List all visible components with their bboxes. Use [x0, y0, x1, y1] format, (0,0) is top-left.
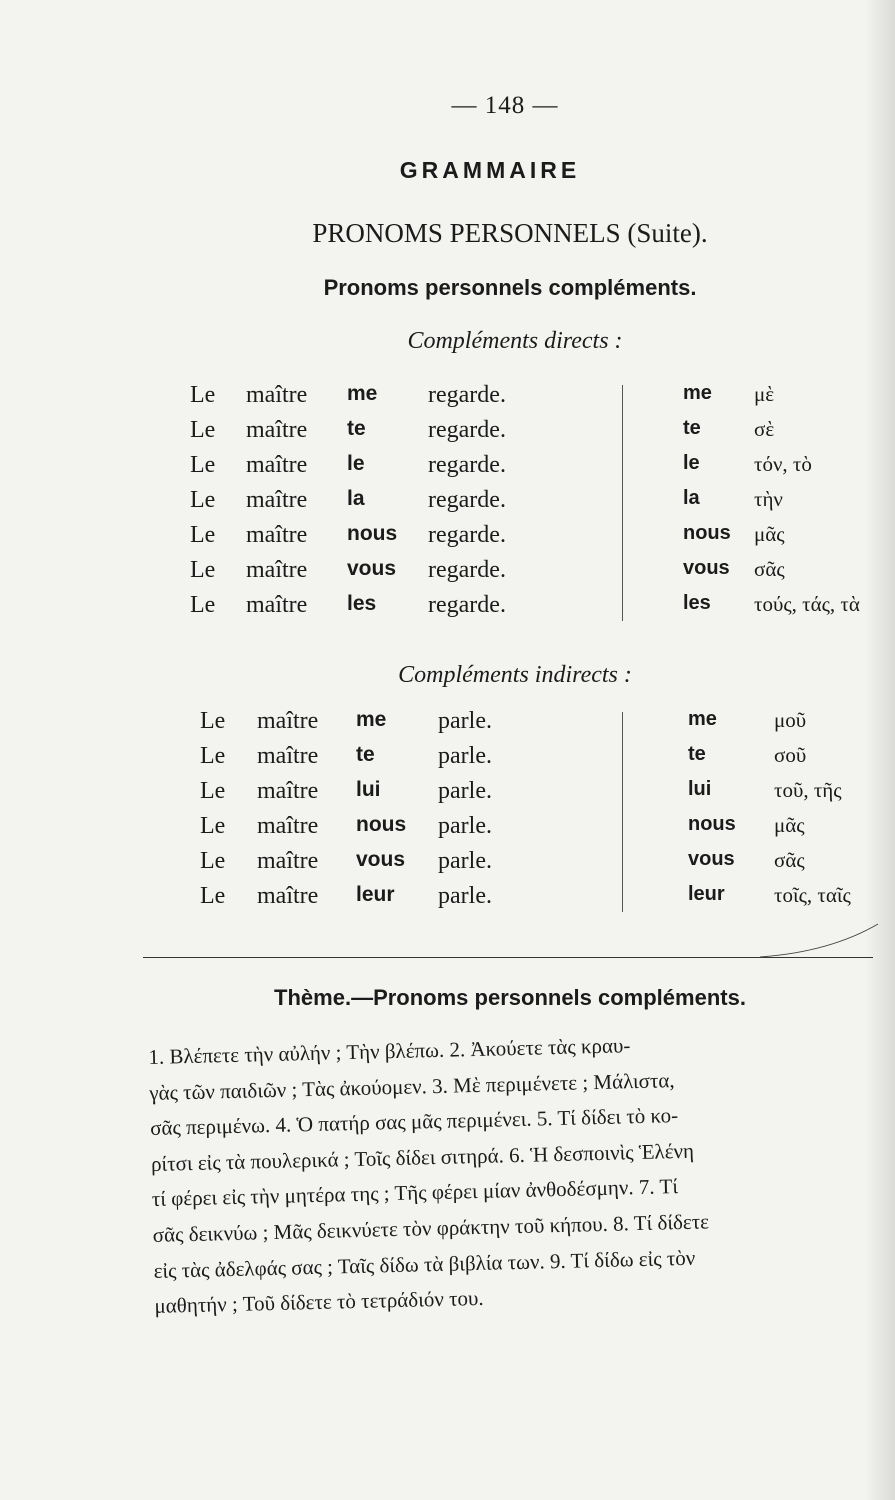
divider-curve [760, 920, 880, 960]
chapter-heading: GRAMMAIRE [399, 157, 581, 183]
pronoun: me [356, 708, 387, 731]
noun: maître [246, 522, 308, 548]
french-pronoun: vous [683, 557, 730, 579]
noun: maître [257, 708, 319, 734]
verb: regarde. [428, 522, 506, 548]
french-pronoun: nous [683, 522, 731, 544]
noun: maître [246, 452, 308, 478]
direct-complements-title: Compléments directs : [407, 328, 623, 354]
greek-pronoun: τοῦ, τῆς [774, 778, 842, 802]
french-pronoun: te [688, 743, 706, 765]
noun: maître [246, 382, 308, 408]
greek-pronoun: σὲ [754, 417, 775, 441]
verb: parle. [438, 848, 492, 874]
page-number: — 148 — [451, 92, 559, 119]
column-divider [622, 712, 623, 912]
french-pronoun: la [683, 487, 700, 509]
verb: regarde. [428, 592, 506, 618]
french-pronoun: les [683, 592, 711, 614]
verb: parle. [438, 883, 492, 909]
pronoun: te [356, 743, 375, 766]
french-pronoun: me [688, 708, 717, 730]
subject: Le [190, 452, 216, 478]
theme-paragraph [148, 1023, 855, 1325]
theme-line: μαθητήν ; Τοῦ δίδετε τὸ τετράδιόν του. [154, 1286, 484, 1319]
pronoun: nous [356, 813, 407, 836]
pronoun: lui [356, 778, 381, 801]
pronoun: leur [356, 883, 395, 906]
noun: maître [257, 883, 319, 909]
theme-line: ρίτσι εἰς τὰ πουλερικά ; Τοῖς δίδει σιτηρά. 6. Ἡ δεσποινὶς Ἑλένη [150, 1138, 695, 1176]
french-pronoun: leur [688, 883, 725, 905]
verb: regarde. [428, 382, 506, 408]
section-title: PRONOMS PERSONNELS (Suite). [312, 218, 708, 248]
verb: regarde. [428, 557, 506, 583]
theme-title: Thème.—Pronoms personnels compléments. [274, 985, 746, 1010]
subject: Le [200, 743, 226, 769]
noun: maître [257, 813, 319, 839]
noun: maître [257, 848, 319, 874]
noun: maître [246, 417, 308, 443]
greek-pronoun: σοῦ [774, 743, 807, 767]
verb: regarde. [428, 452, 506, 478]
noun: maître [246, 557, 308, 583]
subject: Le [190, 487, 216, 513]
subject: Le [190, 522, 216, 548]
subheading: Pronoms personnels compléments. [323, 275, 697, 300]
theme-line: 1. Βλέπετε τὴν αὐλήν ; Τὴν βλέπω. 2. Ἀκούετε τὰς κραυ- [148, 1033, 631, 1069]
pronoun: te [347, 417, 366, 440]
pronoun: la [347, 487, 365, 510]
pronoun: le [347, 452, 365, 475]
theme-line: τί φέρει εἰς τὴν μητέρα της ; Τῆς φέρει μίαν ἀνθοδέσμην. 7. Τί [151, 1174, 679, 1212]
subject: Le [190, 417, 216, 443]
subject: Le [190, 382, 216, 408]
subject: Le [200, 848, 226, 874]
theme-line: σᾶς δεικνύω ; Μᾶς δεικνύετε τὸν φράκτην τοῦ κήπου. 8. Τί δίδετε [152, 1209, 710, 1247]
french-pronoun: te [683, 417, 701, 439]
noun: maître [246, 592, 308, 618]
greek-pronoun: τοῖς, ταῖς [774, 883, 851, 907]
pronoun: les [347, 592, 377, 615]
column-divider [622, 385, 623, 621]
pronoun: vous [356, 848, 406, 871]
noun: maître [257, 778, 319, 804]
subject: Le [200, 813, 226, 839]
subject: Le [200, 883, 226, 909]
greek-pronoun: μᾶς [754, 522, 785, 546]
french-pronoun: nous [688, 813, 736, 835]
verb: regarde. [428, 487, 506, 513]
greek-pronoun: τούς, τάς, τὰ [754, 592, 860, 616]
noun: maître [257, 743, 319, 769]
verb: parle. [438, 743, 492, 769]
french-pronoun: me [683, 382, 712, 404]
theme-line: σᾶς περιμένω. 4. Ὁ πατήρ σας μᾶς περιμένει. 5. Τί δίδει τὸ κο- [149, 1103, 679, 1141]
subject: Le [200, 778, 226, 804]
indirect-complements-title: Compléments indirects : [398, 662, 632, 688]
french-pronoun: lui [688, 778, 712, 800]
pronoun: me [347, 382, 378, 405]
subject: Le [190, 557, 216, 583]
verb: parle. [438, 708, 492, 734]
theme-line: εἰς τὰς ἀδελφάς σας ; Ταῖς δίδω τὰ βιβλία των. 9. Τί δίδω εἰς τὸν [153, 1245, 696, 1283]
theme-line: γὰς τῶν παιδιῶν ; Τὰς ἀκούομεν. 3. Μὲ περιμένετε ; Μάλιστα, [148, 1067, 675, 1105]
pronoun: nous [347, 522, 398, 545]
noun: maître [246, 487, 308, 513]
verb: parle. [438, 813, 492, 839]
pronoun: vous [347, 557, 397, 580]
greek-pronoun: τόν, τὸ [754, 452, 812, 476]
greek-pronoun: τὴν [754, 487, 783, 511]
subject: Le [200, 708, 226, 734]
greek-pronoun: μοῦ [774, 708, 807, 732]
greek-pronoun: μὲ [754, 382, 775, 406]
verb: parle. [438, 778, 492, 804]
verb: regarde. [428, 417, 506, 443]
french-pronoun: le [683, 452, 700, 474]
greek-pronoun: μᾶς [774, 813, 805, 837]
greek-pronoun: σᾶς [774, 848, 805, 872]
french-pronoun: vous [688, 848, 735, 870]
greek-pronoun: σᾶς [754, 557, 785, 581]
subject: Le [190, 592, 216, 618]
